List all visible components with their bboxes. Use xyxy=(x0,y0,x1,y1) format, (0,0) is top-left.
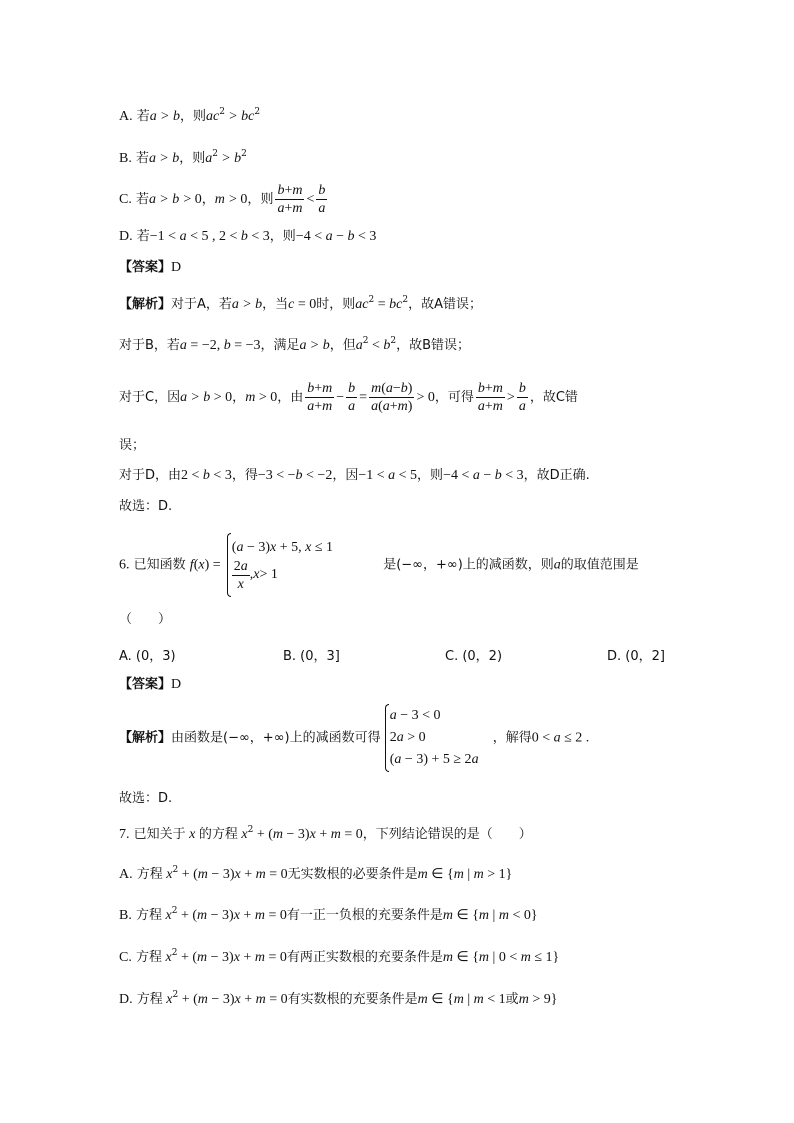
fraction: $\frac{m(a-b)}{a(a+m)}$ xyxy=(371,381,413,414)
fraction: $\frac{b+m}{a+m}$ xyxy=(477,381,503,414)
q7-option-d: D. 方程 $x^2 + (m - 3)x + m = 0$有实数根的充要条件是m ∈ {m | m < 1或m > 9} xyxy=(119,990,558,1007)
q5-option-b: B. 若a > b，则$a^2 > b^2$ xyxy=(119,149,247,166)
q5-choose: 故选：D. xyxy=(119,499,173,514)
piecewise-brace: (a − 3)x + 5, x ≤ 1 $\frac{2a}{x}$ , x > 1 xyxy=(225,533,333,597)
q6-option-b: B. (0，3] xyxy=(283,649,340,664)
q7-stem: 7. 已知关于 x 的方程 $x^2 + (m - 3)x + m = 0$，下列结论错误的是（ ） xyxy=(119,825,532,842)
q6-option-d: D. (0，2] xyxy=(607,649,665,664)
q6-answer: 【答案】D xyxy=(119,677,182,692)
q5-analysis-d: 对于D，由2 < b < 3，得−3 < −b < −2，因−1 < a < 5，则−4 < a − b < 3，故D正确. xyxy=(119,468,590,483)
q5-answer: 【答案】D xyxy=(119,260,182,275)
q6-paren: （ ） xyxy=(119,612,172,627)
system-brace: a − 3 < 0 2a > 0 (a − 3) + 5 ≥ 2a xyxy=(385,704,479,772)
q6-option-a: A. (0，3) xyxy=(119,649,176,664)
q6-choose: 故选：D. xyxy=(119,791,173,806)
q6-stem: 6. 已知函数 f(x) = (a − 3)x + 5, x ≤ 1 $\frac{2a}{x}$ , x > 1 是(−∞，+∞)上的减函数，则a的取值范围是 xyxy=(119,533,639,597)
q5-option-c: C. 若a > b > 0，m > 0，则 $\frac{b+m}{a+m}$ < $\frac{b}{a}$ xyxy=(119,183,326,216)
q7-option-b: B. 方程 $x^2 + (m - 3)x + m = 0$有一正一负根的充要条件是m ∈ {m | m < 0} xyxy=(119,906,538,923)
fraction: $\frac{b}{a}$ xyxy=(348,381,356,414)
q5-option-a: A. 若a > b，则$ac^2 > bc^2$ xyxy=(119,107,261,124)
q5-analysis-a: 【解析】对于A，若a > b，当c = 0时，则$ac^2 = bc^2$，故A错误； xyxy=(119,295,482,312)
q6-option-c: C. (0，2) xyxy=(445,649,503,664)
q7-option-c: C. 方程 $x^2 + (m - 3)x + m = 0$有两正实数根的充要条件是m ∈ {m | 0 < m ≤ 1} xyxy=(119,948,560,965)
fraction: $\frac{b}{a}$ xyxy=(518,381,526,414)
q5-analysis-b: 对于B，若a = −2, b = −3，满足a > b，但$a^2 < b^2$，故B错误； xyxy=(119,336,471,353)
fraction: $\frac{b+m}{a+m}$ xyxy=(307,381,333,414)
q6-analysis: 【解析】由函数是(−∞，+∞)上的减函数可得 a − 3 < 0 2a > 0 (a − 3) + 5 ≥ 2a ，解得0 < a ≤ 2 . xyxy=(119,704,589,772)
fraction: $\frac{b}{a}$ xyxy=(318,183,326,216)
fraction: $\frac{b+m}{a+m}$ xyxy=(277,183,303,216)
q7-option-a: A. 方程 $x^2 + (m - 3)x + m = 0$无实数根的必要条件是m ∈ {m | m > 1} xyxy=(119,865,513,882)
q5-option-d: D. 若−1 < a < 5 , 2 < b < 3，则−4 < a − b < 3 xyxy=(119,229,377,244)
q5-analysis-c: 对于C，因a > b > 0，m > 0，由 $\frac{b+m}{a+m}$ − $\frac{b}{a}$ = $\frac{m(a-b)}{a(a+m)}$ > 0，可得 $\frac{b+m}{a+m}$ > $\frac{b}{a}$ ，故C错 xyxy=(119,381,578,414)
q5-analysis-c-cont: 误； xyxy=(119,438,146,453)
